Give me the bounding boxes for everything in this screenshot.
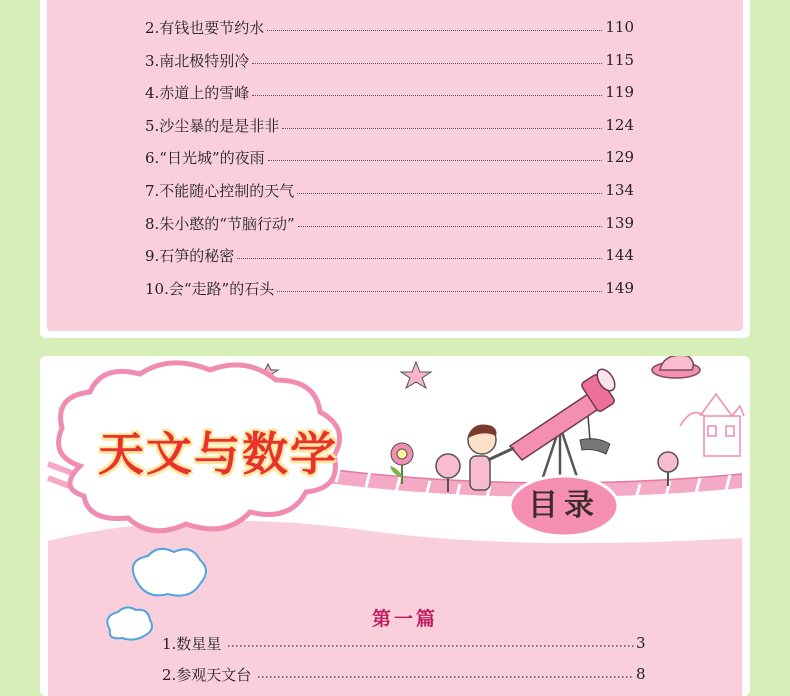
toc-entry[interactable] <box>145 114 634 136</box>
toc-entry-title: 4.赤道上的雪峰 <box>145 83 250 102</box>
leader-dots <box>282 118 602 129</box>
toc-entry-page: 134 <box>605 181 634 199</box>
building-icon <box>680 394 744 456</box>
hat-icon <box>652 356 700 378</box>
toc-entry-page: 144 <box>605 246 634 264</box>
toc-entry[interactable] <box>162 632 221 654</box>
toc-entry-page: 139 <box>605 214 634 232</box>
toc-entry[interactable] <box>145 179 634 201</box>
toc-entry-title: 9.石笋的秘密 <box>145 246 235 265</box>
toc-entry[interactable] <box>145 146 634 168</box>
toc-entry[interactable] <box>145 212 634 234</box>
toc-entry-page-cell <box>636 663 646 685</box>
cloud-icon <box>107 607 152 639</box>
toc-entry-title: 2.参观天文台 <box>162 665 252 684</box>
toc-entry-page: 119 <box>605 83 634 101</box>
leader-dots <box>277 281 602 292</box>
toc-entry-page-cell <box>636 632 646 654</box>
toc-entry-page: 129 <box>605 148 634 166</box>
toc-entry-page: 115 <box>605 51 634 69</box>
toc-entry-title: 8.朱小憨的“节脑行动” <box>145 214 295 233</box>
toc-entry-title: 10.会“走路”的石头 <box>145 279 275 298</box>
toc-entry-page: 124 <box>605 116 634 134</box>
child-icon <box>468 425 514 491</box>
toc-entry-title: 2.有钱也要节约水 <box>145 18 265 37</box>
toc-entry-title: 6.“日光城”的夜雨 <box>145 148 265 167</box>
book-title: 天文与数学 <box>98 427 338 481</box>
toc-entry[interactable] <box>145 49 634 71</box>
leader-dots <box>298 216 603 227</box>
toc-entry-title: 7.不能随心控制的天气 <box>145 181 295 200</box>
contents-badge: 目录 <box>528 488 600 523</box>
toc-entry-page: 8 <box>636 665 646 683</box>
leader-dots <box>268 150 603 161</box>
toc-entry[interactable] <box>162 663 251 685</box>
book-contents-panel <box>40 356 750 696</box>
toc-entry[interactable] <box>145 0 634 1</box>
section-title: 第一篇 <box>371 608 438 630</box>
star-icon <box>401 362 431 388</box>
toc-entry[interactable] <box>145 244 634 266</box>
toc-entry-page: 149 <box>605 279 634 297</box>
toc-entry-page: 110 <box>605 18 634 36</box>
telescope-icon <box>510 366 618 488</box>
toc-entry[interactable] <box>145 277 634 299</box>
toc-entry-page: 3 <box>636 634 646 652</box>
toc-entry-title: 5.沙尘暴的是是非非 <box>145 116 280 135</box>
toc-entry[interactable] <box>145 81 634 103</box>
top-contents-panel <box>40 0 750 338</box>
toc-entry-title: 3.南北极特别冷 <box>145 51 250 70</box>
top-contents-page <box>47 0 743 331</box>
toc-entry[interactable] <box>145 16 634 38</box>
toc-entry-title: 1.数星星 <box>162 634 222 653</box>
leader-dots <box>237 248 602 259</box>
leader-dots <box>252 53 602 64</box>
toc-entry-title <box>145 0 279 1</box>
leader-dots <box>252 85 602 96</box>
leader-dots <box>297 183 602 194</box>
leader-dots <box>267 20 602 31</box>
